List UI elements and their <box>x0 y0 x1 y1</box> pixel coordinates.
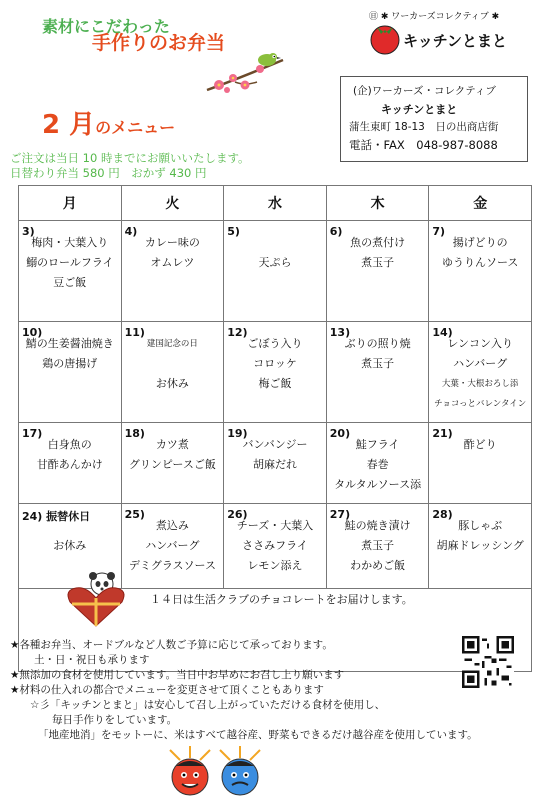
day-cell-mon <box>19 322 122 423</box>
footer-note-3: ★無添加の食材を使用しています。当日中お早めにお召し上り願います <box>10 669 345 681</box>
menu-item: 魚の煮付け <box>350 236 406 249</box>
svg-text:キッチンとまと: キッチンとまと <box>403 32 507 50</box>
kitchen-tomato-logo <box>355 6 520 58</box>
day-cell-wed <box>224 504 327 589</box>
day-date: 12) <box>227 326 248 339</box>
weekday-header-row <box>19 186 532 221</box>
catch-line-2: 手作りのお弁当 <box>92 32 226 54</box>
menu-item: レンコン入り <box>447 337 514 350</box>
menu-items <box>327 435 429 495</box>
menu-item: 梅肉・大葉入り <box>31 236 109 249</box>
day-cell-thu <box>326 221 429 322</box>
week-row <box>19 221 532 322</box>
week-row <box>19 322 532 423</box>
day-date: 6) <box>329 225 343 238</box>
weekday-thu: 木 <box>326 186 429 221</box>
menu-item <box>122 354 224 374</box>
menu-item: チーズ・大葉入 <box>236 519 314 532</box>
footer-note-6: 毎日手作りをしています。 <box>52 714 178 726</box>
day-date: 11) <box>124 326 145 339</box>
svg-text:㊐ ✱ ワーカーズコレクティブ ✱: ㊐ ✱ ワーカーズコレクティブ ✱ <box>369 12 500 22</box>
menu-items <box>19 516 121 556</box>
menu-item: 煮玉子 <box>361 256 395 269</box>
menu-item: ごぼう入り <box>247 337 303 350</box>
day-date: 13) <box>329 326 351 339</box>
menu-item: 酢どり <box>463 438 497 451</box>
menu-items <box>122 334 224 394</box>
price-notice: 日替わり弁当 580 円 おかず 430 円 <box>10 166 207 180</box>
menu-item: 豆ご飯 <box>53 276 87 289</box>
menu-items <box>327 516 429 576</box>
menu-items <box>122 435 224 475</box>
menu-item: 梅ご飯 <box>258 377 292 390</box>
day-cell-tue <box>121 423 224 504</box>
day-cell-tue <box>121 221 224 322</box>
menu-items <box>327 233 429 273</box>
footer-note-4: ★材料の仕入れの都合でメニューを変更させて頂くこともあります <box>10 684 324 696</box>
menu-item: 鮭フライ <box>355 438 400 451</box>
day-cell-fri <box>429 423 532 504</box>
chocolate-delivery-message: １４日は生活クラブのチョコレートをお届けします。 <box>150 593 413 606</box>
menu-items <box>429 435 531 455</box>
day-cell-fri <box>429 221 532 322</box>
day-cell-fri <box>429 504 532 589</box>
day-date: 5) <box>227 225 240 238</box>
day-cell-thu <box>326 504 429 589</box>
menu-items <box>19 334 121 374</box>
shop-name: キッチンとまと <box>381 103 458 116</box>
menu-items <box>429 334 531 414</box>
footer-note-1: ★各種お弁当、オードブルなど人数ご予算に応じて承っております。 <box>10 639 333 651</box>
menu-title <box>42 104 175 141</box>
day-date: 19) <box>227 427 248 440</box>
menu-item: カレー味の <box>144 236 200 249</box>
plum-blossom-bird-illustration <box>205 52 285 94</box>
menu-item: 揚げどりの <box>452 236 508 249</box>
menu-item: ぶりの照り焼 <box>344 337 411 350</box>
menu-item: チョコっとバレンタイン <box>434 399 527 409</box>
menu-items <box>327 334 429 374</box>
menu-items <box>19 233 121 293</box>
menu-item: 天ぷら <box>258 256 292 269</box>
menu-month: 2 月 <box>42 110 96 140</box>
menu-item: カツ煮 <box>155 438 189 451</box>
menu-items <box>224 334 326 394</box>
menu-item: デミグラスソース <box>128 559 216 572</box>
menu-item: ハンバーグ <box>145 539 200 552</box>
menu-item <box>224 233 326 253</box>
day-date: 20) <box>329 427 351 440</box>
menu-item: ささみフライ <box>242 539 308 552</box>
day-date: 25) <box>124 508 145 521</box>
day-date: 18) <box>124 427 145 440</box>
day-cell-tue <box>121 322 224 423</box>
week-row <box>19 423 532 504</box>
menu-item: 建国記念の日 <box>146 339 198 349</box>
menu-items <box>122 516 224 576</box>
menu-item: 春巻 <box>366 458 389 471</box>
day-cell-thu <box>326 322 429 423</box>
menu-item: 白身魚の <box>47 438 92 451</box>
menu-item: バンバンジー <box>242 438 308 451</box>
day-date: 27) <box>329 508 351 521</box>
menu-item: 大葉・大根おろし添 <box>441 379 519 389</box>
qr-code <box>462 636 514 688</box>
day-date: 28) <box>432 508 453 521</box>
order-deadline-notice: ご注文は当日 10 時までにお願いいたします。 <box>10 151 250 165</box>
day-date: 14) <box>432 326 453 339</box>
panda-heart-illustration <box>66 570 126 628</box>
menu-item: 鯖の生姜醤油焼き <box>25 337 114 350</box>
day-date: 17) <box>22 427 43 440</box>
weekday-wed: 水 <box>224 186 327 221</box>
menu-items <box>224 516 326 576</box>
day-date: 26) <box>227 508 248 521</box>
menu-item: 煮玉子 <box>361 357 395 370</box>
menu-item: お休み <box>53 539 87 552</box>
menu-item: タルタルソース添 <box>334 478 422 491</box>
day-date: 7) <box>432 225 446 238</box>
menu-item: お休み <box>155 377 189 390</box>
weekday-mon: 月 <box>19 186 122 221</box>
weekday-tue: 火 <box>121 186 224 221</box>
menu-item: 甘酢あんかけ <box>36 458 103 471</box>
day-cell-tue <box>121 504 224 589</box>
menu-item <box>19 516 121 536</box>
day-cell-thu <box>326 423 429 504</box>
menu-items <box>224 435 326 475</box>
menu-item: 鶏の唐揚げ <box>42 357 98 370</box>
shop-info-box <box>340 76 528 162</box>
menu-item: 煮玉子 <box>361 539 395 552</box>
day-cell-wed <box>224 221 327 322</box>
footer-note-7: 「地産地消」をモットーに、米はすべて越谷産、野菜もできるだけ越谷産を使用しています。 <box>38 729 478 741</box>
day-date: 10) <box>22 326 43 339</box>
oni-faces-illustration <box>160 744 270 796</box>
menu-items <box>224 233 326 273</box>
day-date: 4) <box>124 225 138 238</box>
day-cell-mon <box>19 423 122 504</box>
menu-item: コロッケ <box>253 357 297 370</box>
menu-item: 鮭の焼き漬け <box>344 519 411 532</box>
day-date: 3) <box>22 225 35 238</box>
weekday-fri: 金 <box>429 186 532 221</box>
menu-item: ゆうりんソース <box>441 256 519 269</box>
menu-item: 胡麻だれ <box>252 458 297 471</box>
menu-items <box>429 233 531 273</box>
menu-item: オムレツ <box>150 256 195 269</box>
menu-item: レモン添え <box>247 559 303 572</box>
day-cell-fri <box>429 322 532 423</box>
shop-address: 蒲生東町 18-13 日の出商店街 <box>349 121 499 133</box>
menu-items <box>122 233 224 273</box>
day-cell-wed <box>224 423 327 504</box>
footer-note-2: 土・日・祝日も承ります <box>34 654 150 666</box>
shop-phone: 電話・FAX 048-987-8088 <box>349 138 498 152</box>
day-cell-mon <box>19 221 122 322</box>
day-date: 21) <box>432 427 453 440</box>
footer-note-5: ☆彡「キッチンとまと」は安心して召し上がっていただける食材を使用し、 <box>30 699 386 711</box>
menu-item: グリンピースご飯 <box>128 458 216 471</box>
day-date: 24) 振替休日 <box>22 510 91 523</box>
menu-item: ハンバーグ <box>453 357 508 370</box>
menu-item: 鰯のロールフライ <box>26 256 114 269</box>
day-cell-wed <box>224 322 327 423</box>
shop-org: (企)ワーカーズ・コレクティブ <box>353 85 496 97</box>
menu-item: わかめご飯 <box>350 559 406 572</box>
menu-item: 豚しゃぶ <box>458 519 503 532</box>
menu-item: 胡麻ドレッシング <box>436 539 524 552</box>
menu-item: 煮込み <box>155 519 189 532</box>
catch-line-1: 素材にこだわった <box>42 17 170 36</box>
menu-items <box>19 435 121 475</box>
menu-title-suffix: のメニュー <box>95 118 176 137</box>
menu-items <box>429 516 531 556</box>
